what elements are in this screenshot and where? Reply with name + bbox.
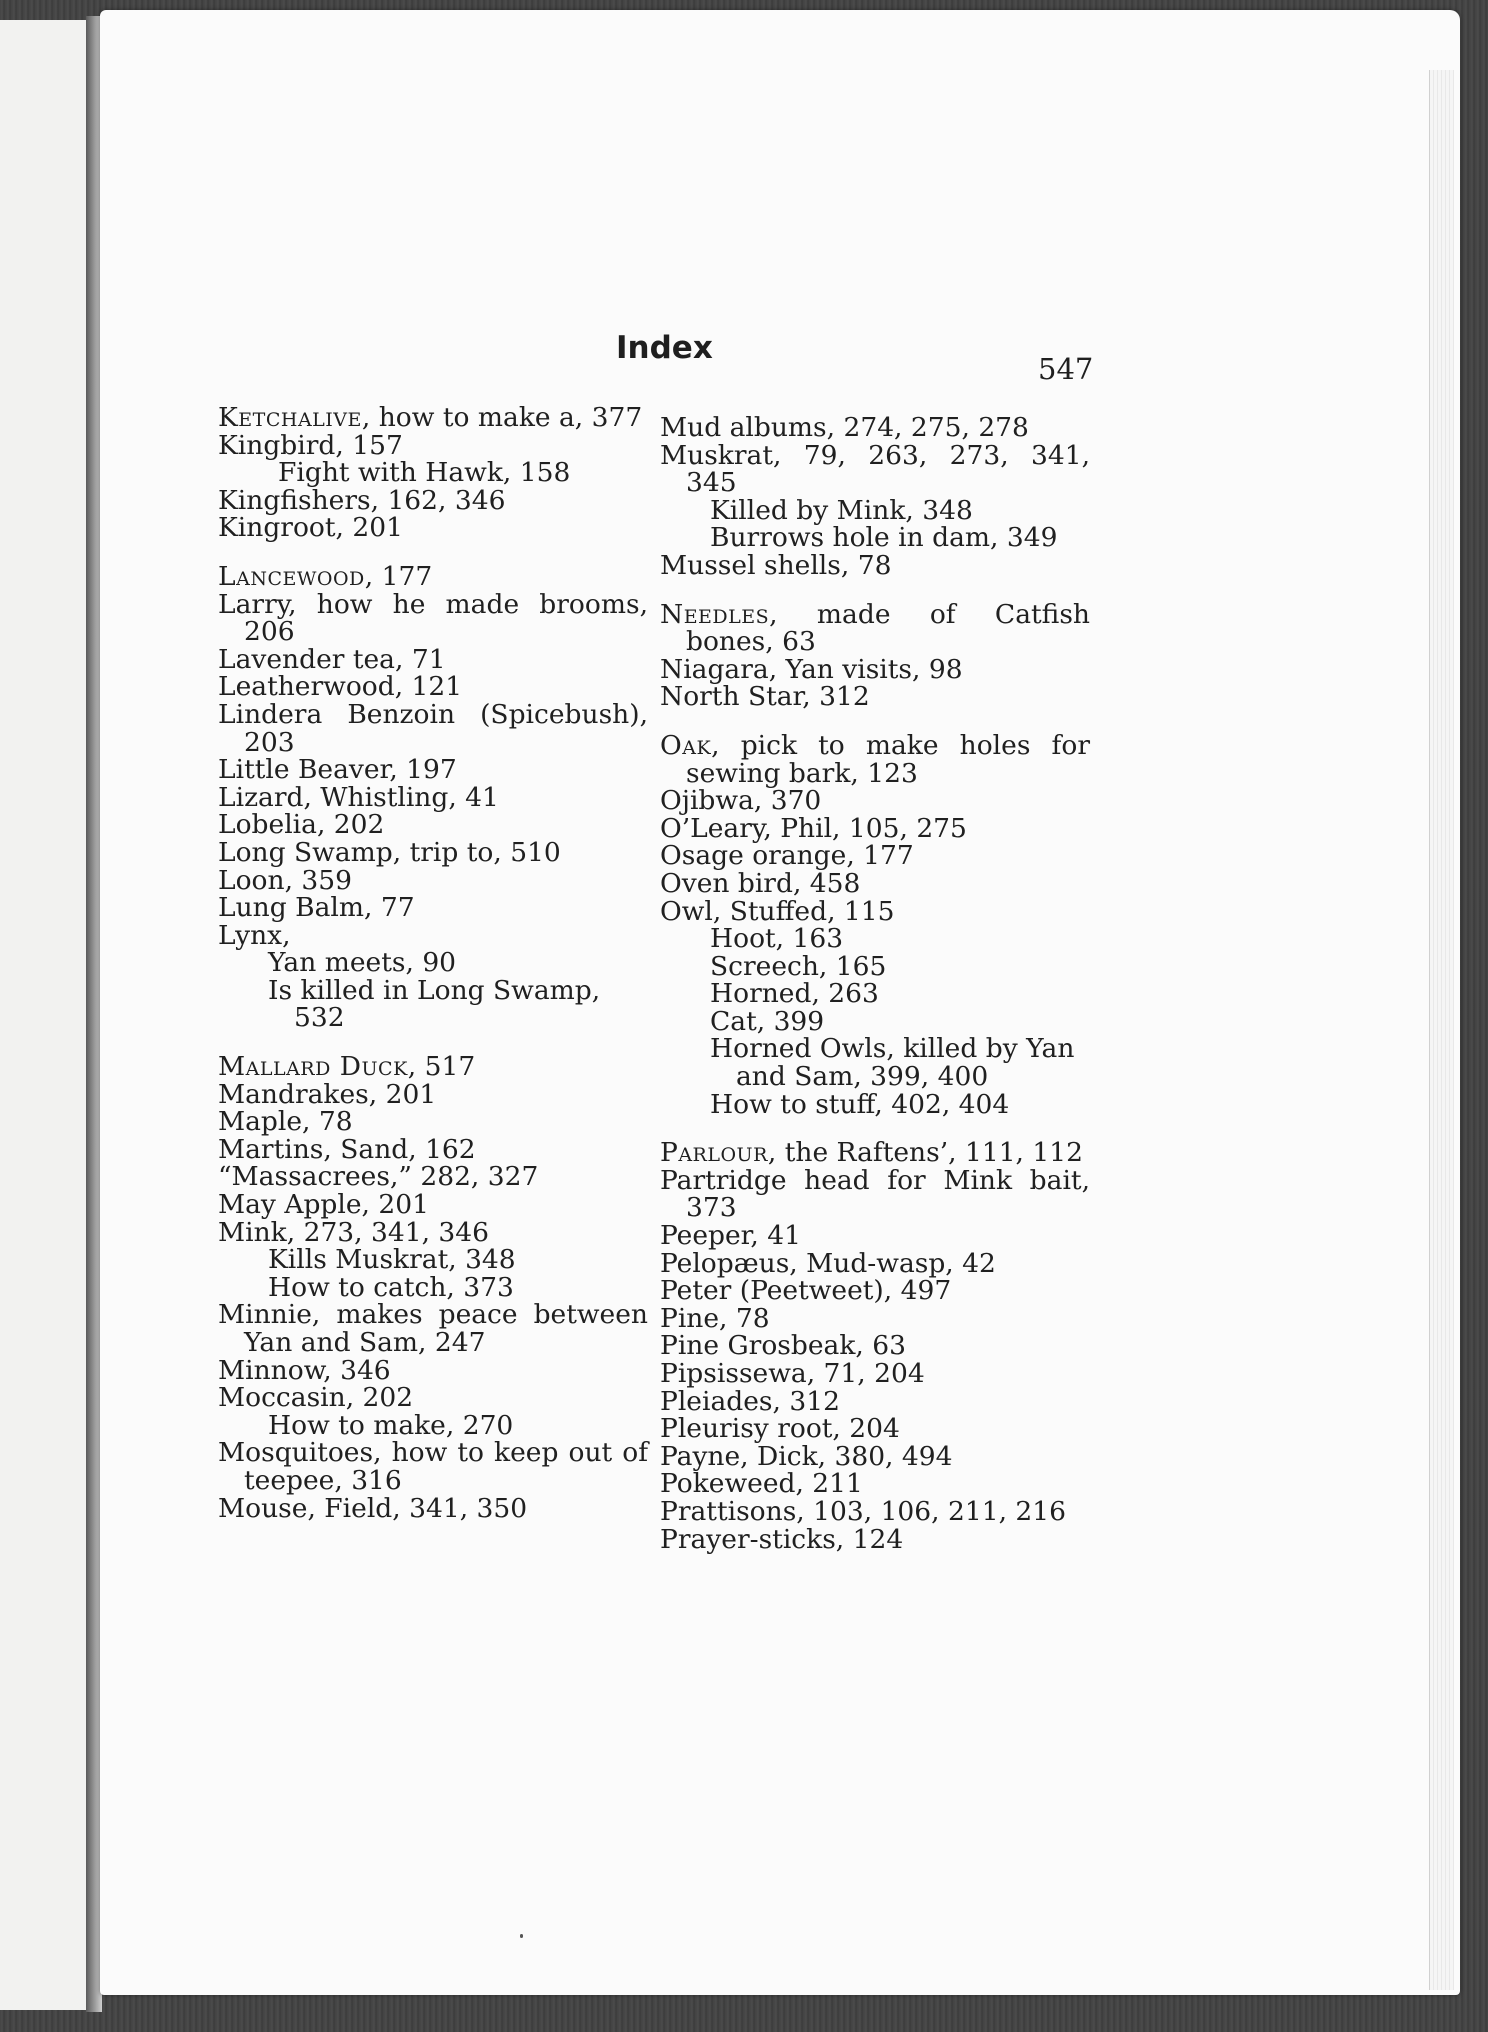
index-subentry: Horned, 263 bbox=[710, 978, 879, 1010]
index-entry bbox=[218, 1053, 648, 1081]
index-entry: Lynx, bbox=[218, 919, 291, 951]
index-entry-text: , 177 bbox=[364, 560, 433, 592]
index-entry: Prayer-sticks, 124 bbox=[660, 1523, 904, 1555]
index-entry: Payne, Dick, 380, 494 bbox=[660, 1440, 953, 1472]
index-subentry: Kills Muskrat, 348 bbox=[268, 1244, 516, 1276]
index-subentry: Killed by Mink, 348 bbox=[710, 494, 973, 526]
index-subentry: Yan meets, 90 bbox=[268, 947, 457, 979]
index-entry: Minnow, 346 bbox=[218, 1354, 391, 1386]
index-headword: Needles bbox=[660, 598, 770, 630]
index-entry: Mussel shells, 78 bbox=[660, 549, 892, 581]
index-entry: Pokeweed, 211 bbox=[660, 1468, 863, 1500]
index-subentry: How to stuff, 402, 404 bbox=[710, 1088, 1010, 1120]
index-subentry: Fight with Hawk, 158 bbox=[278, 457, 571, 489]
index-letter-group bbox=[660, 729, 1090, 1120]
index-entry: Little Beaver, 197 bbox=[218, 754, 457, 786]
index-entry: Pine, 78 bbox=[660, 1302, 770, 1334]
index-entry: Pipsissewa, 71, 204 bbox=[660, 1358, 925, 1389]
index-entry: Lizard, Whistling, 41 bbox=[218, 781, 499, 813]
index-entry: Mandrakes, 201 bbox=[218, 1078, 437, 1110]
page-number: 547 bbox=[1038, 352, 1094, 386]
index-entry: North Star, 312 bbox=[660, 681, 870, 713]
index-headword: Oak bbox=[660, 729, 712, 761]
index-column-left bbox=[218, 404, 648, 1543]
index-entry-text: , how to make a, 377 bbox=[361, 402, 643, 433]
index-entry-text: , pick to make holes for sewing bark, 123 bbox=[686, 729, 1090, 789]
index-entry: Minnie, makes peace between Yan and Sam, 247 bbox=[218, 1299, 648, 1358]
index-entry: Kingbird, 157 bbox=[218, 429, 403, 461]
index-subentry: Hoot, 163 bbox=[710, 923, 844, 955]
index-entry: Lindera Benzoin (Spicebush), 203 bbox=[218, 698, 648, 758]
index-entry: Owl, Stuffed, 115 bbox=[660, 895, 895, 927]
index-headword: Parlour bbox=[660, 1137, 768, 1169]
index-entry bbox=[660, 1139, 1090, 1167]
index-entry: Peter (Peetweet), 497 bbox=[660, 1275, 952, 1307]
print-speck bbox=[520, 1934, 523, 1938]
index-entry: Martins, Sand, 162 bbox=[218, 1133, 476, 1165]
index-entry: Mosquitoes, how to keep out of teepee, 316 bbox=[218, 1437, 648, 1496]
index-entry: Mouse, Field, 341, 350 bbox=[218, 1492, 528, 1524]
index-subentry: Screech, 165 bbox=[710, 950, 887, 982]
index-entry: Partridge head for Mink bait, 373 bbox=[660, 1164, 1090, 1224]
index-subentry: Burrows hole in dam, 349 bbox=[710, 522, 1058, 554]
index-entry bbox=[660, 729, 1090, 789]
index-entry: O’Leary, Phil, 105, 275 bbox=[660, 812, 967, 844]
index-entry: May Apple, 201 bbox=[218, 1189, 429, 1221]
index-entry: Moccasin, 202 bbox=[218, 1382, 414, 1414]
index-entry-text: , made of Catfish bones, 63 bbox=[686, 598, 1090, 658]
index-subentry: How to catch, 373 bbox=[268, 1271, 514, 1303]
index-entry: Pelopæus, Mud-wasp, 42 bbox=[660, 1247, 996, 1279]
index-entry-text: , the Raftens’, 111, 112 bbox=[767, 1137, 1083, 1169]
facing-page-edge bbox=[0, 20, 88, 2010]
index-entry: Ojibwa, 370 bbox=[660, 785, 822, 817]
index-letter-group bbox=[660, 598, 1090, 713]
index-letter-group bbox=[660, 414, 1090, 580]
index-entry: Niagara, Yan visits, 98 bbox=[660, 653, 963, 685]
index-subentry: Horned Owls, killed by Yan and Sam, 399, 400 bbox=[710, 1033, 1075, 1093]
index-column-right bbox=[660, 414, 1090, 1574]
index-subentry: How to make, 270 bbox=[268, 1409, 514, 1441]
index-letter-group bbox=[218, 1053, 648, 1522]
index-entry: Lobelia, 202 bbox=[218, 809, 385, 841]
index-letter-group bbox=[660, 1139, 1090, 1553]
index-entry: Kingfishers, 162, 346 bbox=[218, 484, 506, 516]
index-entry bbox=[660, 598, 1090, 658]
index-letter-group bbox=[218, 560, 648, 1034]
index-entry: Pleiades, 312 bbox=[660, 1385, 840, 1417]
index-letter-group bbox=[218, 404, 648, 542]
index-entry: Maple, 78 bbox=[218, 1106, 353, 1138]
index-subentry: Cat, 399 bbox=[710, 1005, 825, 1037]
index-entry: Osage orange, 177 bbox=[660, 840, 914, 872]
index-entry bbox=[218, 404, 648, 432]
index-entry: Oven bird, 458 bbox=[660, 867, 861, 899]
index-entry: Lung Balm, 77 bbox=[218, 892, 415, 924]
index-entry: Mink, 273, 341, 346 bbox=[218, 1216, 490, 1248]
index-entry bbox=[218, 560, 648, 592]
index-headword: Ketchalive bbox=[218, 402, 362, 433]
index-entry: “Massacrees,” 282, 327 bbox=[218, 1161, 539, 1193]
index-entry: Long Swamp, trip to, 510 bbox=[218, 836, 561, 868]
page-fore-edge bbox=[1429, 70, 1454, 1990]
index-entry: Pleurisy root, 204 bbox=[660, 1413, 900, 1445]
index-entry-text: , 517 bbox=[407, 1051, 476, 1083]
index-subentry: Is killed in Long Swamp, 532 bbox=[268, 974, 601, 1034]
index-entry: Mud albums, 274, 275, 278 bbox=[660, 412, 1029, 443]
index-headword: Lancewood bbox=[218, 560, 365, 592]
index-entry: Prattisons, 103, 106, 211, 216 bbox=[660, 1495, 1067, 1527]
index-headword: Mallard Duck bbox=[218, 1051, 408, 1083]
running-head: Index bbox=[616, 330, 713, 366]
index-entry: Lavender tea, 71 bbox=[218, 643, 446, 675]
index-entry: Kingroot, 201 bbox=[218, 512, 403, 544]
index-entry: Leatherwood, 121 bbox=[218, 671, 463, 703]
index-entry: Muskrat, 79, 263, 273, 341, 345 bbox=[660, 439, 1090, 499]
index-entry: Larry, how he made brooms, 206 bbox=[218, 588, 648, 648]
index-entry: Loon, 359 bbox=[218, 864, 353, 896]
index-entry: Peeper, 41 bbox=[660, 1220, 801, 1252]
index-entry: Pine Grosbeak, 63 bbox=[660, 1330, 906, 1362]
